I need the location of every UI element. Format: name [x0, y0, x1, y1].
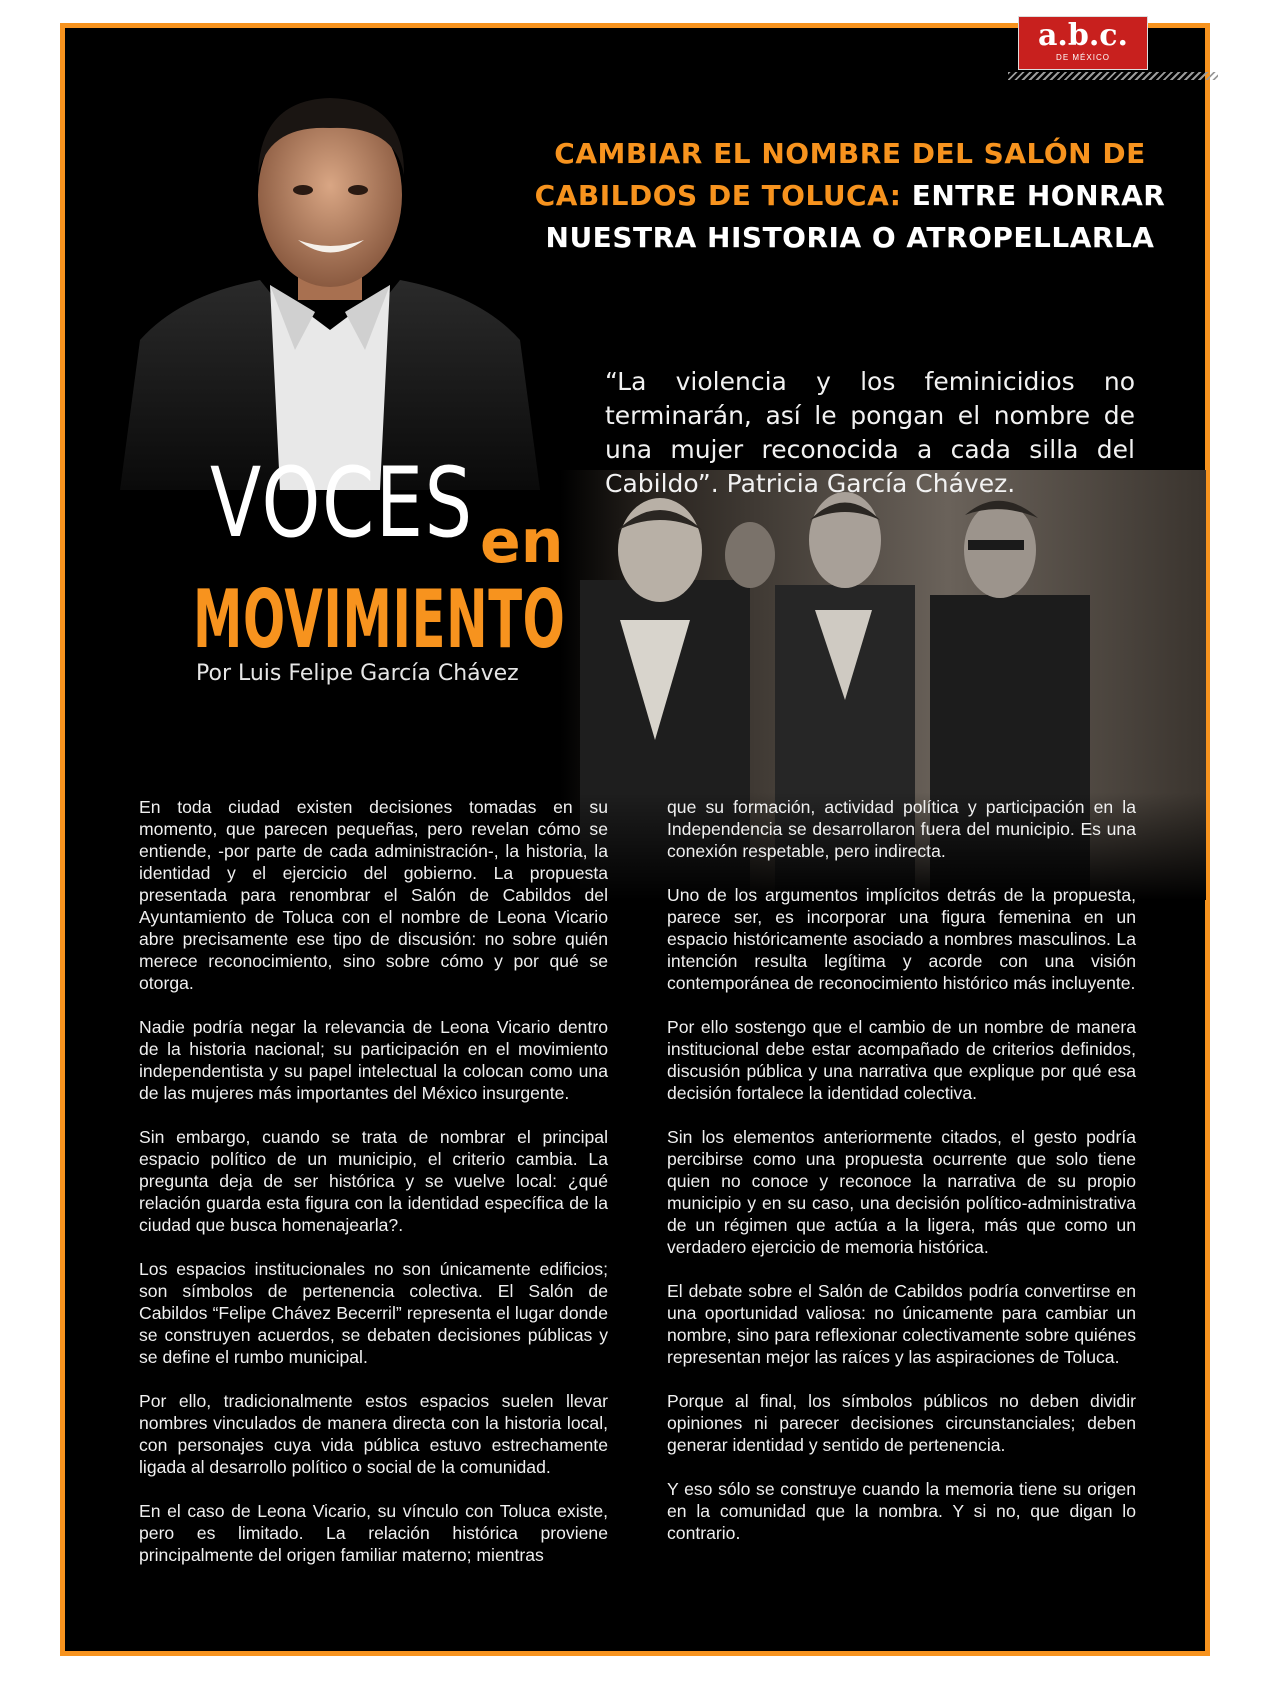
paragraph: Sin embargo, cuando se trata de nombrar el principal espacio político de un municipio, el criterio cambia. La pregunta deja de ser histórica y se vuelve local: ¿qué relación guarda esta figura con la identidad específica de la ciudad que busca homenajearla?. [139, 1127, 608, 1235]
article-headline [530, 133, 1170, 259]
paragraph: Y eso sólo se construye cuando la memoria tiene su origen en la comunidad que la nombra. Y si no, que digan lo contrario. [667, 1479, 1136, 1543]
column-title-movimiento: MOVIMIENTO [193, 573, 566, 666]
paragraph: Nadie podría negar la relevancia de Leona Vicario dentro de la historia nacional; su participación en el movimiento independentista y su papel intelectual la colocan como una de las mujeres más importantes del México insurgente. [139, 1017, 608, 1103]
paragraph: Por ello, tradicionalmente estos espacios suelen llevar nombres vinculados de manera directa con la historia local, con personajes cuya vida pública estuvo estrechamente ligada al desarrollo político o social de la comunidad. [139, 1391, 608, 1477]
paragraph: Uno de los argumentos implícitos detrás de la propuesta, parece ser, es incorporar una figura femenina en un espacio históricamente asociado a nombres masculinos. La intención resulta legítima y acorde con una visión contemporánea de reconocimiento histórico más incluyente. [667, 885, 1136, 993]
headline-white: ENTRE HONRAR NUESTRA HISTORIA O ATROPELLARLA [545, 179, 1166, 254]
paragraph: Por ello sostengo que el cambio de un nombre de manera institucional debe estar acompañado de criterios definidos, discusión pública y una narrativa que explique por qué esa decisión fortalece la identidad colectiva. [667, 1017, 1136, 1103]
logo-subtext: DE MÉXICO [1056, 53, 1110, 62]
paragraph: Sin los elementos anteriormente citados, el gesto podría percibirse como una propuesta ocurrente que solo tiene quien no conoce y reconoce la narrativa de su propio municipio y en su caso, una decisión político-administrativa de un régimen que actúa a la ligera, más que como un verdadero ejercicio de memoria histórica. [667, 1127, 1136, 1257]
body-column-right [667, 796, 1136, 1566]
body-column-left [139, 796, 608, 1588]
pull-quote: “La violencia y los feminicidios no terminarán, así le pongan el nombre de una mujer reconocida a cada silla del Cabildo”. Patricia García Chávez. [605, 367, 1135, 498]
column-title-en: en [480, 507, 564, 577]
paragraph: El debate sobre el Salón de Cabildos podría convertirse en una oportunidad valiosa: no únicamente para cambiar un nombre, sino para reflexionar colectivamente sobre quiénes representan mejor las raíces y las aspiraciones de Toluca. [667, 1281, 1136, 1367]
logo-text: a.b.c. [1037, 18, 1128, 53]
paragraph: que su formación, actividad política y participación en la Independencia se desarrollaron fuera del municipio. Es una conexión respetable, pero indirecta. [667, 797, 1136, 861]
paragraph: Los espacios institucionales no son únicamente edificios; son símbolos de pertenencia colectiva. El Salón de Cabildos “Felipe Chávez Becerril” representa el lugar donde se construyen acuerdos, se debaten decisiones públicas y se define el rumbo municipal. [139, 1259, 608, 1367]
paragraph: En toda ciudad existen decisiones tomadas en su momento, que parecen pequeñas, pero revelan cómo se entiende, -por parte de cada administración-, la historia, la identidad y el ejercicio del gobierno. La propuesta presentada para renombrar el Salón de Cabildos del Ayuntamiento de Toluca con el nombre de Leona Vicario abre precisamente ese tipo de discusión: no sobre quién merece reconocimiento, sino sobre cómo y por qué se otorga. [139, 797, 608, 993]
column-title-voces: VOCES [210, 447, 474, 559]
byline: Por Luis Felipe García Chávez [196, 661, 519, 686]
decorative-stripes [1008, 72, 1218, 80]
headline-orange: CAMBIAR EL NOMBRE DEL SALÓN DE CABILDOS DE TOLUCA: [534, 137, 1146, 212]
paragraph: Porque al final, los símbolos públicos no deben dividir opiniones ni parecer decisiones circunstanciales; deben generar identidad y sentido de pertenencia. [667, 1391, 1136, 1455]
abc-logo[interactable] [1018, 16, 1148, 70]
author-portrait [120, 80, 540, 490]
paragraph: En el caso de Leona Vicario, su vínculo con Toluca existe, pero es limitado. La relación histórica proviene principalmente del origen familiar materno; mientras [139, 1501, 608, 1565]
